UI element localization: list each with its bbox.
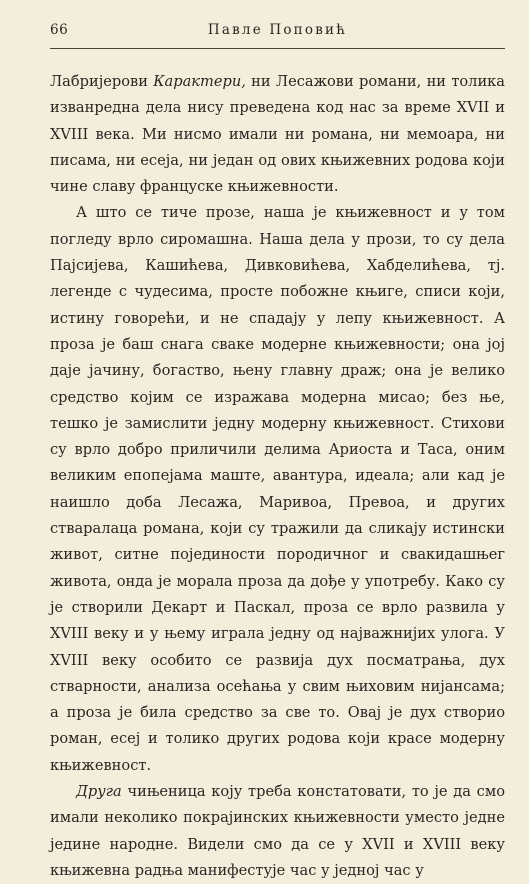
page-header	[50, 22, 505, 46]
paragraph-text: А што се тиче прозе, наша је књижевност и у том погледу врло сиромашна. Наша дела у прози, то су дела Пајсијева, Кашићева, Дивковићева, Хабделићева, тј. легенде с чудесима, просте побожне књиге, списи који, истину говорећи, и не спадају у лепу књижевност. А проза је баш снага сваке модерне књижевности; она јој даје јачину, богаство, њену главну драж; она је велико средство којим се изражава модерна мисао; без ње, тешко је замислити једну модерну књижевност. Стихови су врло добро приличили делима Ариоста и Таса, оним великим епопејама маште, авантура, идеала; али кад је наишло доба Лесажа, Маривоа, Превоа, и других стваралаца романа, који су тражили да сликају истински живот, ситне појединости породичног и свакидашњег живота, онда је морала проза да дође у употребу. Како су је створили Декарт и Паскал, проза се врло развила у XVIII веку и у њему играла једну од најважнијих улога. У XVIII веку особито се развија дух посматрања, дух стварности, анализа осећања у свим њиховим нијансама; а проза је била средство за све то. Овај је дух створио роман, есеј и толико других родова који красе модерну књижевност.	[50, 204, 505, 774]
paragraph	[50, 69, 505, 200]
paragraph	[50, 779, 505, 884]
paragraph-text: Лабријерови	[50, 73, 154, 90]
page-number: 66	[50, 22, 69, 38]
paragraph-text: чињеница коју треба констатовати, то је да смо имали неколико покрајинских књижевности уместо једне једине народне. Видели смо да се у XVII и XVIII веку књижевна радња манифестује час у једној час у	[50, 783, 505, 879]
italic-word: Друга	[76, 783, 122, 801]
paragraph	[50, 200, 505, 779]
paragraph-text: ни Лесажови романи, ни толика изванредна дела нису преведена код нас за време XVII и XVIII века. Ми нисмо имали ни романа, ни мемоара, ни писама, ни есеја, ни један од ових књижевних родова који чине славу француске књижевности.	[50, 73, 506, 196]
header-rule	[50, 48, 505, 49]
running-title: Павле Поповић	[207, 22, 348, 38]
italic-title: Карактери,	[153, 73, 246, 90]
body-text	[50, 69, 505, 884]
